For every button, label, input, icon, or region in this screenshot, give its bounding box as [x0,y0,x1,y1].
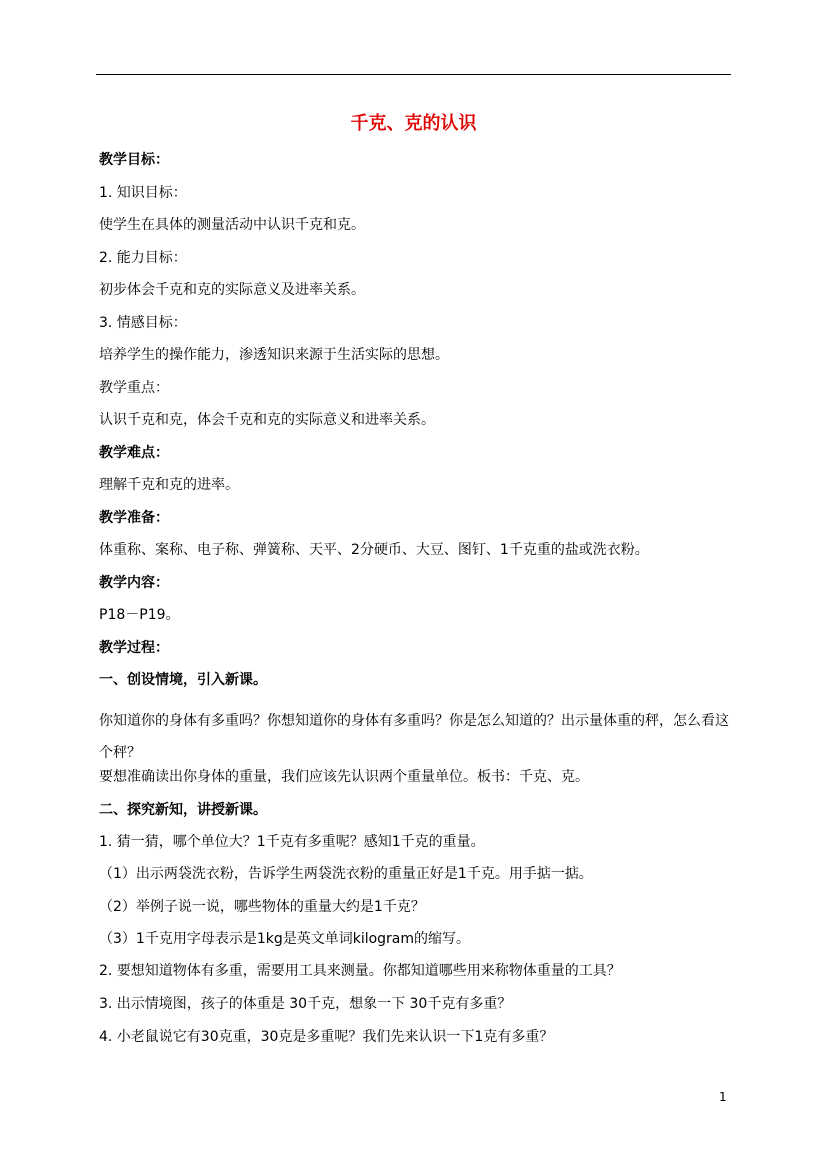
paragraph: 2. 能力目标： [99,250,187,266]
paragraph: 二、探究新知，讲授新课。 [99,802,267,818]
paragraph: （1）出示两袋洗衣粉，告诉学生两袋洗衣粉的重量正好是1千克。用手掂一掂。 [99,866,593,882]
paragraph: 教学过程： [99,640,169,656]
paragraph: 使学生在具体的测量活动中认识千克和克。 [99,217,365,233]
paragraph: 培养学生的操作能力，渗透知识来源于生活实际的思想。 [99,347,449,363]
paragraph: （2）举例子说一说，哪些物体的重量大约是1千克？ [99,899,425,915]
page-number: 1 [719,1090,727,1104]
paragraph: （3）1千克用字母表示是1kg是英文单词kilogram的缩写。 [99,931,471,947]
header-rule [96,74,731,75]
paragraph: 2. 要想知道物体有多重，需要用工具来测量。你都知道哪些用来称物体重量的工具？ [99,963,621,979]
paragraph: 一、创设情境，引入新课。 [99,672,267,688]
paragraph: 教学难点： [99,445,169,461]
paragraph: 认识千克和克，体会千克和克的实际意义和进率关系。 [99,412,435,428]
paragraph: 你知道你的身体有多重吗？你想知道你的身体有多重吗？你是怎么知道的？出示量体重的秤，怎么看这个秤？ [99,713,729,761]
paragraph: 理解千克和克的进率。 [99,477,239,493]
paragraph: 教学目标： [99,152,169,168]
paragraph: 教学重点： [99,380,169,396]
paragraph: 1. 猜一猜，哪个单位大？1千克有多重呢？感知1千克的重量。 [99,834,485,850]
paragraph: 3. 出示情境图，孩子的体重是 30千克，想象一下 30千克有多重？ [99,996,512,1012]
paragraph: 要想准确读出你身体的重量，我们应该先认识两个重量单位。板书：千克、克。 [99,769,589,785]
paragraph: P18－P19。 [99,607,180,623]
paragraph: 初步体会千克和克的实际意义及进率关系。 [99,282,365,298]
paragraph: 1. 知识目标： [99,185,187,201]
paragraph: 3. 情感目标： [99,315,187,331]
paragraph: 体重称、案称、电子称、弹簧称、天平、2分硬币、大豆、图钉、1千克重的盐或洗衣粉。 [99,542,649,558]
paragraph: 教学准备： [99,510,169,526]
paragraph: 4. 小老鼠说它有30克重，30克是多重呢？我们先来认识一下1克有多重？ [99,1029,554,1045]
paragraph: 教学内容： [99,575,169,591]
document-title: 千克、克的认识 [350,113,477,134]
